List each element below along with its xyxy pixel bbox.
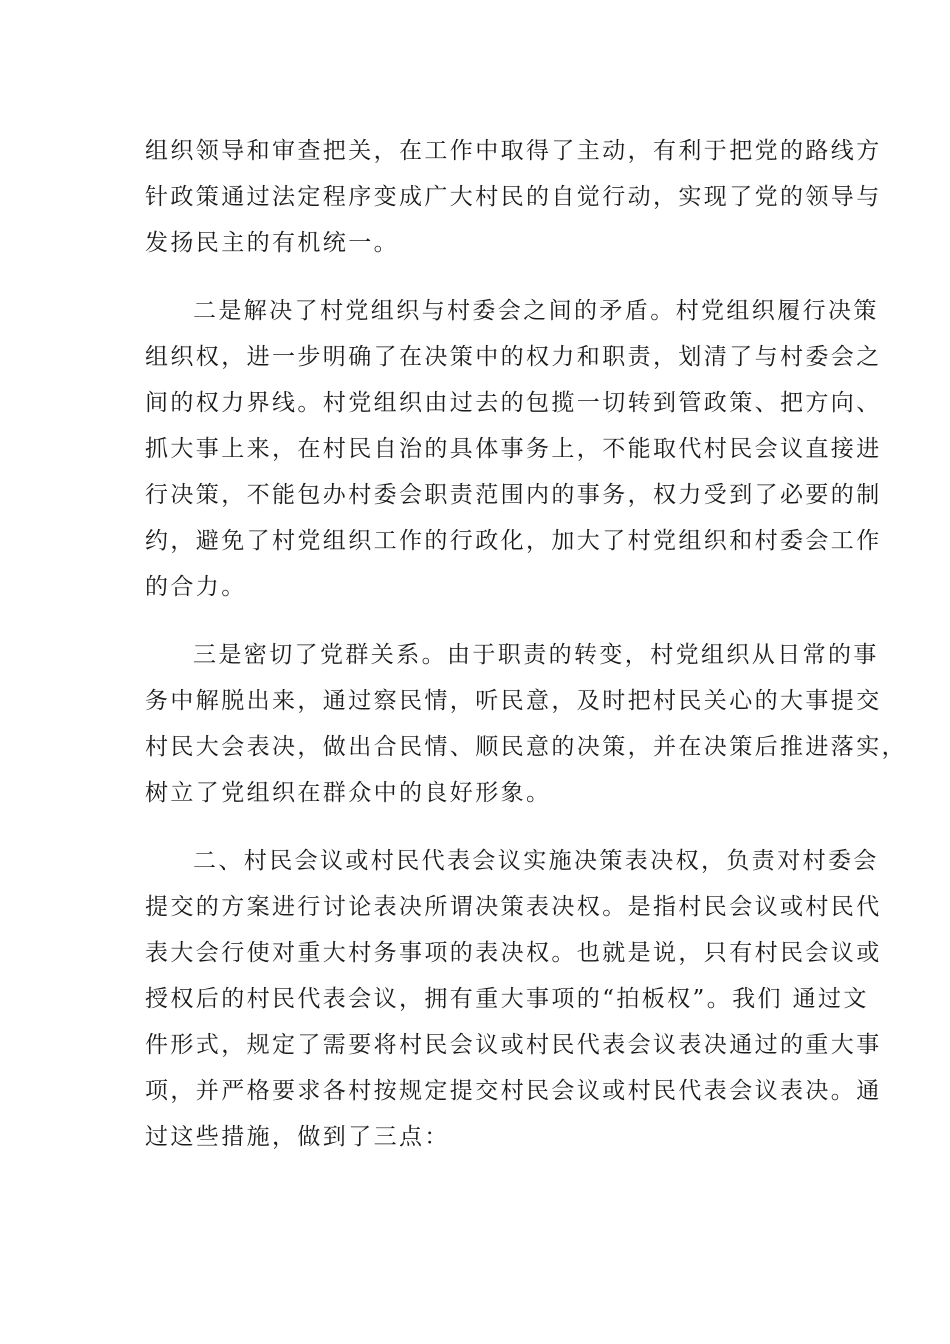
- text-line: 三是密切了党群关系。由于职责的转变，村党组织从日常的事: [193, 642, 879, 668]
- text-line: 行决策，不能包办村委会职责范围内的事务，权力受到了必要的制: [145, 482, 882, 508]
- text-line: 授权后的村民代表会议，拥有重大事项的“拍板权”。我们 通过文: [145, 986, 869, 1012]
- paragraph-4: [145, 838, 882, 1160]
- text-line: 务中解脱出来，通过察民情，听民意，及时把村民关心的大事提交: [145, 688, 882, 714]
- text-line: 抓大事上来，在村民自治的具体事务上，不能取代村民会议直接进: [145, 436, 882, 462]
- paragraph-1: [145, 128, 882, 266]
- text-line: 过这些措施，做到了三点：: [145, 1124, 450, 1150]
- text-line: 组织权，进一步明确了在决策中的权力和职责，划清了与村委会之: [145, 344, 882, 370]
- text-line: 提交的方案进行讨论表决所谓决策表决权。是指村民会议或村民代: [145, 894, 882, 920]
- text-line: 发扬民主的有机统一。: [145, 230, 399, 256]
- text-line: 树立了党组织在群众中的良好形象。: [145, 780, 552, 806]
- text-line: 约，避免了村党组织工作的行政化，加大了村党组织和村委会工作: [145, 528, 882, 554]
- text-line: 件形式，规定了需要将村民会议或村民代表会议表决通过的重大事: [145, 1032, 882, 1058]
- document-page: [145, 128, 907, 1160]
- text-line: 间的权力界线。村党组织由过去的包揽一切转到管政策、把方向、: [145, 390, 882, 416]
- text-line: 表大会行使对重大村务事项的表决权。也就是说，只有村民会议或: [145, 940, 882, 966]
- paragraph-2: [145, 288, 882, 610]
- paragraph-3: [145, 632, 907, 816]
- text-line: 二、村民会议或村民代表会议实施决策表决权，负责对村委会: [193, 848, 879, 874]
- text-line: 项，并严格要求各村按规定提交村民会议或村民代表会议表决。通: [145, 1078, 882, 1104]
- text-line: 的合力。: [145, 574, 247, 600]
- text-line: 村民大会表决，做出合民情、顺民意的决策，并在决策后推进落实，: [145, 734, 907, 760]
- text-line: 二是解决了村党组织与村委会之间的矛盾。村党组织履行决策: [193, 298, 879, 324]
- text-line: 组织领导和审查把关，在工作中取得了主动，有利于把党的路线方: [145, 138, 882, 164]
- text-line: 针政策通过法定程序变成广大村民的自觉行动，实现了党的领导与: [145, 184, 882, 210]
